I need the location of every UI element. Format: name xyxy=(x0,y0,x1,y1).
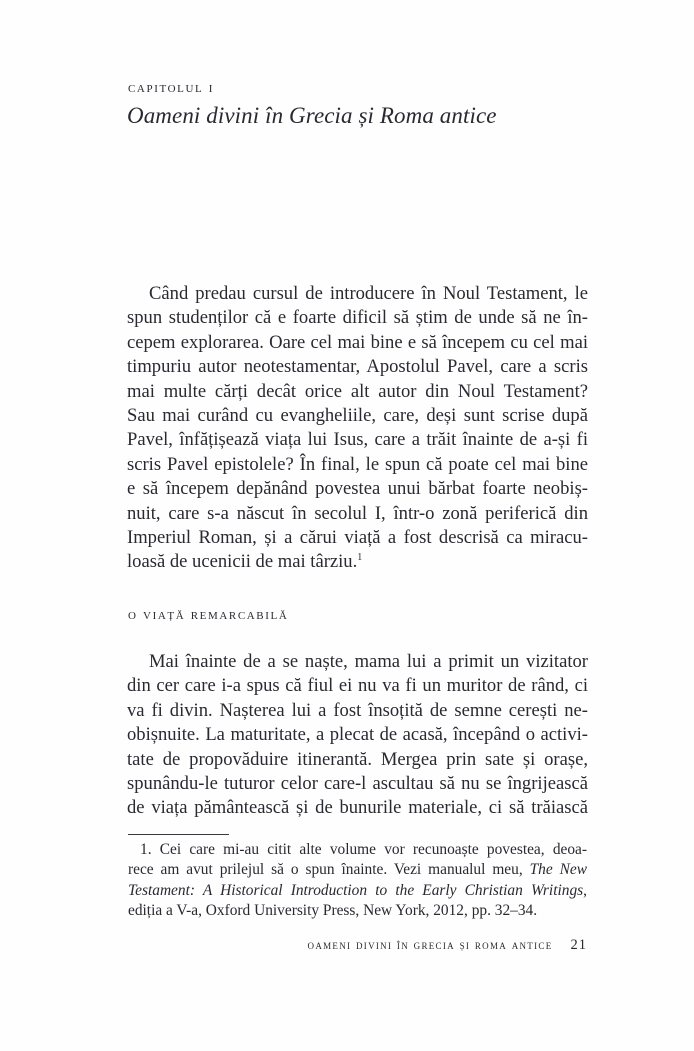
paragraph-line: obișnuite. La maturitate, a plecat de acasă, începând o activi- xyxy=(127,724,588,746)
paragraph-line: loasă de ucenicii de mai târziu.$^1$ xyxy=(127,551,363,573)
paragraph-line: e să începem depănând povestea unui bărbat foarte neobiș- xyxy=(127,478,588,500)
footnote-reference[interactable]: 1 xyxy=(357,552,363,564)
book-title-italic: Testament: A Historical Introduction to the Early Christian Writings xyxy=(128,881,584,899)
paragraph-line: scris Pavel epistolele? În final, le spun că poate cel mai bine xyxy=(127,453,588,475)
footnote-line: ediția a V-a, Oxford University Press, New York, 2012, pp. 32–34. xyxy=(128,901,538,919)
footnote-line: Testament: A Historical Introduction to the Early Christian Writings, xyxy=(128,881,587,899)
paragraph-line: spun studenților că e foarte dificil să știm de unde să ne în- xyxy=(127,307,588,329)
paragraph-line: Pavel, înfățișează viața lui Isus, care a trăit înainte de a-și fi xyxy=(127,429,588,451)
book-title-italic: The New xyxy=(529,861,588,879)
page-number: 21 xyxy=(570,937,587,953)
paragraph-line: Mai înainte de a se naște, mama lui a primit un vizitator xyxy=(149,651,588,672)
paragraph-line: Imperiul Roman, și a cărui viață a fost descrisă ca miracu- xyxy=(127,526,588,548)
running-title: oameni divini în grecia și roma antice xyxy=(307,937,553,952)
paragraph-line: din cer care i-a spus că fiul ei nu va fi un muritor de rând, ci xyxy=(127,675,588,697)
footnote-number: 1. xyxy=(140,841,152,858)
paragraph-line: timpuriu autor neotestamentar, Apostolul Pavel, care a scris xyxy=(127,356,588,378)
paragraph-line: Sau mai curând cu evangheliile, care, deși sunt scrise după xyxy=(127,404,588,426)
section-heading: o viață remarcabilă xyxy=(128,606,289,623)
paragraph-line: va fi divin. Nașterea lui a fost însoțită de semne cerești ne- xyxy=(127,699,588,721)
chapter-title: Oameni divini în Grecia și Roma antice xyxy=(127,103,497,128)
footnote-divider xyxy=(128,834,229,835)
running-footer xyxy=(201,937,587,954)
paragraph-line: Când predau cursul de introducere în Noul Testament, le xyxy=(149,283,588,304)
paragraph-line: mai multe cărți decât orice alt autor din Noul Testament? xyxy=(127,380,588,402)
section-paragraph xyxy=(127,650,588,821)
paragraph-line: spunându-le tuturor celor care-l ascultau să nu se îngrijească xyxy=(127,772,588,794)
paragraph-line: tate de propovăduire itinerantă. Mergea prin sate și orașe, xyxy=(127,748,588,770)
chapter-label: capitolul i xyxy=(128,79,215,96)
footnote-line: rece am avut prilejul să o spun înainte. Vezi manualul meu, The New xyxy=(128,861,588,879)
intro-paragraph xyxy=(127,282,588,575)
paragraph-line: cepem explorarea. Oare cel mai bine e să începem cu cel mai xyxy=(127,331,588,353)
footnote-line: 1. Cei care mi-au citit alte volume vor recunoaște povestea, deoa- xyxy=(140,841,587,858)
paragraph-line: de viața pământească și de bunurile materiale, ci să trăiască xyxy=(127,797,588,819)
paragraph-line: nuit, care s-a născut în secolul I, într-o zonă periferică din xyxy=(127,502,588,524)
footnote xyxy=(128,840,587,921)
